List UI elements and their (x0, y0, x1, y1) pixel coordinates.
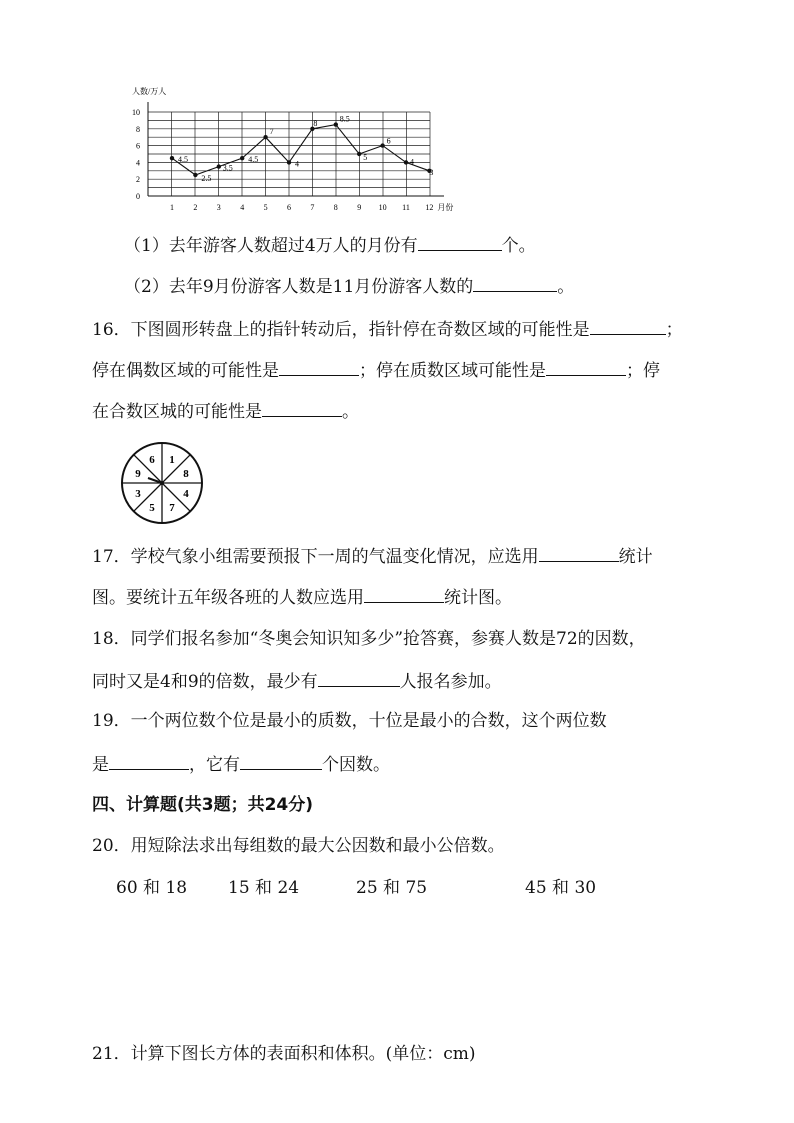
q21-text: 21．计算下图长方体的表面积和体积。(单位：cm) (92, 1044, 476, 1064)
x-tick-label: 8 (333, 203, 338, 212)
answer-blank[interactable] (364, 584, 444, 603)
answer-blank[interactable] (418, 232, 502, 251)
y-tick-label: 4 (136, 158, 140, 168)
data-label: 2.5 (201, 174, 212, 183)
q16-punct: ； (665, 320, 683, 340)
answer-blank[interactable] (279, 357, 359, 376)
x-axis-label: 月份 (437, 203, 454, 212)
x-tick-label: 10 (378, 203, 387, 212)
spinner-number: 4 (183, 487, 189, 500)
q15-sub2 (124, 273, 574, 299)
q17-text-4: 统计图。 (444, 588, 512, 608)
x-tick-label: 11 (402, 203, 410, 212)
q20-group-4: 45 和 30 (525, 878, 597, 898)
q18-text: 同时又是4和9的倍数，最少有 (92, 672, 318, 692)
answer-blank[interactable] (262, 398, 342, 417)
q15-sub1-suffix: 个。 (501, 236, 536, 256)
q19-text: 是 (92, 755, 109, 775)
answer-blank[interactable] (109, 751, 189, 770)
q17-text: 17．学校气象小组需要预报下一周的气温变化情况，应选用 (92, 547, 539, 567)
y-axis-label: 人数/万人 (132, 87, 167, 96)
x-tick-label: 2 (193, 203, 198, 212)
q15-sub2-text: （2）去年9月份游客人数是11月份游客人数的 (124, 277, 474, 297)
x-tick-label: 5 (263, 203, 268, 212)
spinner-diagram (112, 438, 212, 528)
q17-text-2: 统计 (618, 547, 653, 567)
q16-text-2: 停在偶数区域的可能性是 (92, 361, 279, 381)
q20-group-1: 60 和 18 (116, 878, 188, 898)
spinner-number: 7 (169, 502, 175, 515)
q17-text-3: 图。要统计五年级各班的人数应选用 (92, 588, 364, 608)
q15-sub1 (124, 232, 536, 258)
data-point (217, 164, 221, 168)
x-tick-label: 1 (170, 203, 174, 212)
data-label: 4 (410, 157, 414, 167)
q15-sub2-suffix: 。 (557, 277, 575, 297)
q20-group-2: 15 和 24 (228, 878, 300, 898)
data-label: 4.5 (248, 155, 259, 165)
data-point (287, 160, 291, 164)
data-label: 3 (429, 167, 434, 177)
q18-line1: 18．同学们报名参加“冬奥会知识知多少”抢答赛，参赛人数是72的因数， (92, 629, 646, 649)
q19-line2 (92, 751, 390, 777)
data-label: 6 (386, 136, 391, 146)
q16-text-4: ；停 (626, 361, 660, 381)
spinner-number: 1 (169, 453, 175, 466)
q17-line2 (92, 584, 512, 610)
section-heading: 四、计算题(共3题；共24分) (92, 795, 314, 815)
spinner-hub (160, 481, 164, 485)
data-point (193, 173, 197, 177)
q16-punct-2: 。 (342, 402, 359, 422)
q20-group-3: 25 和 75 (356, 878, 428, 898)
data-label: 4 (295, 159, 299, 169)
y-tick-label: 2 (136, 175, 140, 185)
q16-text: 16．下图圆形转盘上的指针转动后，指针停在奇数区域的可能性是 (92, 320, 590, 340)
data-label: 7 (269, 127, 274, 137)
data-point (240, 156, 244, 160)
x-tick-label: 6 (287, 203, 291, 212)
q15-sub1-text: （1）去年游客人数超过4万人的月份有 (124, 236, 418, 256)
q16-line2 (92, 357, 660, 383)
q16-line1 (92, 316, 683, 342)
data-point (404, 160, 408, 164)
q20-text: 20．用短除法求出每组数的最大公因数和最小公倍数。 (92, 836, 505, 856)
answer-blank[interactable] (539, 543, 619, 562)
x-tick-label: 9 (357, 203, 362, 212)
y-tick-label: 8 (136, 124, 140, 134)
data-point (170, 156, 174, 160)
answer-blank[interactable] (318, 668, 400, 687)
answer-blank[interactable] (473, 273, 557, 292)
x-tick-label: 12 (425, 203, 434, 212)
answer-blank[interactable] (590, 316, 666, 335)
data-label: 4.5 (178, 155, 188, 165)
data-label: 3.5 (222, 163, 233, 173)
data-point (334, 122, 338, 126)
q16-line3 (92, 398, 359, 424)
answer-blank[interactable] (240, 751, 322, 770)
data-point (380, 143, 384, 147)
q19-text-3: 个因数。 (322, 755, 390, 775)
answer-blank[interactable] (546, 357, 626, 376)
q18-text-2: 人报名参加。 (399, 672, 502, 692)
q16-text-5: 在合数区城的可能性是 (92, 402, 262, 422)
q16-text-3: ；停在质数区域可能性是 (359, 361, 546, 381)
q19-text-2: ，它有 (189, 755, 240, 775)
spinner-number: 3 (135, 487, 141, 500)
data-label: 5 (363, 153, 368, 162)
line-chart (0, 80, 794, 300)
x-tick-label: 7 (310, 203, 315, 212)
data-point (357, 152, 361, 156)
q17-line1 (92, 543, 653, 569)
spinner-number: 5 (149, 502, 155, 515)
data-label: 8 (313, 118, 318, 128)
x-tick-label: 4 (240, 203, 245, 212)
q18-line2 (92, 668, 502, 694)
series-line (172, 125, 429, 175)
q19-line1: 19．一个两位数个位是最小的质数，十位是最小的合数，这个两位数 (92, 711, 607, 731)
y-tick-label: 0 (136, 192, 140, 201)
y-tick-label: 6 (136, 141, 140, 151)
data-label: 8.5 (339, 114, 350, 124)
spinner-number: 9 (135, 468, 141, 481)
spinner-number: 8 (183, 468, 189, 481)
x-tick-label: 3 (216, 203, 221, 212)
data-point (263, 135, 267, 139)
y-tick-label: 10 (132, 108, 140, 117)
spinner-number: 6 (149, 453, 155, 466)
